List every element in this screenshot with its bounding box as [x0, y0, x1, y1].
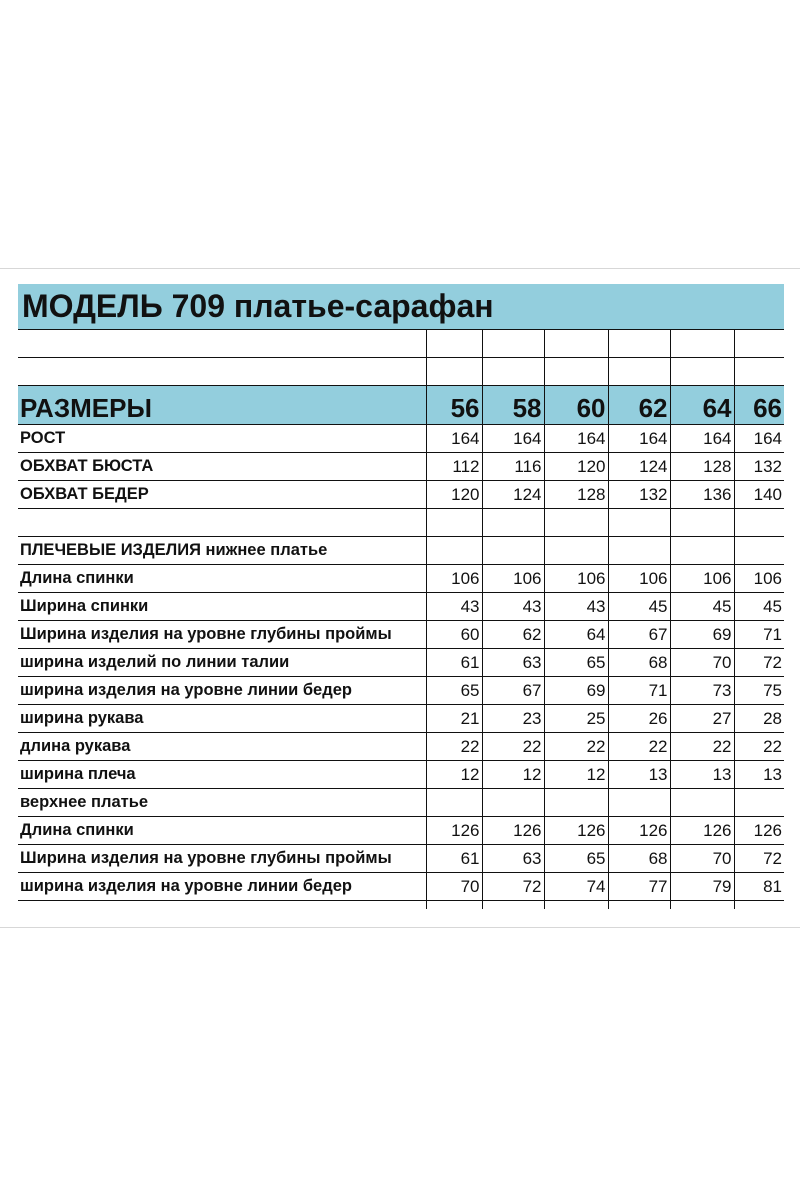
value-cell: 22 — [734, 733, 784, 761]
value-cell — [482, 537, 544, 565]
row-label — [18, 901, 426, 910]
value-cell — [482, 901, 544, 910]
value-cell: 28 — [734, 705, 784, 733]
value-cell — [544, 509, 608, 537]
measurement-row — [18, 565, 784, 593]
measurement-row — [18, 817, 784, 845]
size-header-cell: 62 — [608, 386, 670, 425]
value-cell — [670, 901, 734, 910]
value-cell: 106 — [670, 565, 734, 593]
value-cell: 120 — [544, 453, 608, 481]
value-cell: 79 — [670, 873, 734, 901]
value-cell: 69 — [670, 621, 734, 649]
size-header-cell: 64 — [670, 386, 734, 425]
value-cell: 68 — [608, 845, 670, 873]
value-cell — [734, 789, 784, 817]
measurement-row — [18, 873, 784, 901]
value-cell: 65 — [426, 677, 482, 705]
value-cell: 164 — [670, 425, 734, 453]
value-cell: 140 — [734, 481, 784, 509]
size-header-cell: 58 — [482, 386, 544, 425]
value-cell: 45 — [608, 593, 670, 621]
measurement-row — [18, 649, 784, 677]
value-cell: 72 — [482, 873, 544, 901]
value-cell — [482, 509, 544, 537]
row-label: ОБХВАТ БЕДЕР — [18, 481, 426, 509]
value-cell: 126 — [670, 817, 734, 845]
value-cell: 23 — [482, 705, 544, 733]
value-cell: 43 — [426, 593, 482, 621]
measurement-row — [18, 677, 784, 705]
value-cell: 106 — [608, 565, 670, 593]
measurement-row — [18, 425, 784, 453]
value-cell: 21 — [426, 705, 482, 733]
value-cell: 120 — [426, 481, 482, 509]
measurement-row — [18, 453, 784, 481]
value-cell — [608, 509, 670, 537]
sheet-top-edge — [0, 268, 800, 269]
row-label — [18, 509, 426, 537]
value-cell — [544, 901, 608, 910]
size-chart-table — [18, 284, 784, 909]
value-cell: 61 — [426, 649, 482, 677]
value-cell: 13 — [734, 761, 784, 789]
value-cell — [426, 537, 482, 565]
measurement-row — [18, 733, 784, 761]
value-cell: 45 — [670, 593, 734, 621]
value-cell: 69 — [544, 677, 608, 705]
value-cell: 13 — [608, 761, 670, 789]
spreadsheet-area — [0, 268, 800, 928]
value-cell: 45 — [734, 593, 784, 621]
row-label: ширина изделий по линии талии — [18, 649, 426, 677]
value-cell: 70 — [670, 845, 734, 873]
value-cell: 126 — [734, 817, 784, 845]
value-cell: 26 — [608, 705, 670, 733]
row-label: Ширина спинки — [18, 593, 426, 621]
measurement-row — [18, 481, 784, 509]
value-cell: 22 — [426, 733, 482, 761]
row-label: ширина плеча — [18, 761, 426, 789]
measurement-row — [18, 761, 784, 789]
value-cell: 106 — [426, 565, 482, 593]
title-row — [18, 284, 784, 330]
value-cell: 65 — [544, 845, 608, 873]
row-label: ширина изделия на уровне линии бедер — [18, 677, 426, 705]
value-cell: 136 — [670, 481, 734, 509]
value-cell — [482, 789, 544, 817]
sizes-header-row — [18, 386, 784, 425]
value-cell — [734, 509, 784, 537]
value-cell: 106 — [734, 565, 784, 593]
value-cell: 25 — [544, 705, 608, 733]
value-cell: 12 — [426, 761, 482, 789]
value-cell: 75 — [734, 677, 784, 705]
value-cell: 63 — [482, 845, 544, 873]
value-cell: 43 — [482, 593, 544, 621]
value-cell: 60 — [426, 621, 482, 649]
value-cell: 73 — [670, 677, 734, 705]
value-cell: 63 — [482, 649, 544, 677]
value-cell: 164 — [426, 425, 482, 453]
value-cell: 43 — [544, 593, 608, 621]
value-cell: 106 — [544, 565, 608, 593]
row-label — [18, 537, 426, 565]
sheet-bottom-edge — [0, 927, 800, 928]
value-cell: 22 — [482, 733, 544, 761]
value-cell: 64 — [544, 621, 608, 649]
value-cell: 106 — [482, 565, 544, 593]
value-cell: 112 — [426, 453, 482, 481]
value-cell: 164 — [608, 425, 670, 453]
value-cell: 128 — [670, 453, 734, 481]
measurement-row — [18, 705, 784, 733]
value-cell — [608, 789, 670, 817]
value-cell: 126 — [482, 817, 544, 845]
value-cell: 72 — [734, 649, 784, 677]
value-cell: 13 — [670, 761, 734, 789]
row-label: ширина изделия на уровне линии бедер — [18, 873, 426, 901]
value-cell: 164 — [544, 425, 608, 453]
row-label: ширина рукава — [18, 705, 426, 733]
value-cell — [608, 537, 670, 565]
row-label: Ширина изделия на уровне глубины проймы — [18, 845, 426, 873]
section-heading-bold: ПЛЕЧЕВЫЕ ИЗДЕЛИЯ — [20, 541, 201, 559]
value-cell: 164 — [734, 425, 784, 453]
measurement-row — [18, 593, 784, 621]
size-header-cell: 56 — [426, 386, 482, 425]
value-cell — [544, 789, 608, 817]
value-cell: 22 — [608, 733, 670, 761]
row-label: Длина спинки — [18, 565, 426, 593]
row-label: ОБХВАТ БЮСТА — [18, 453, 426, 481]
value-cell: 12 — [544, 761, 608, 789]
value-cell: 67 — [482, 677, 544, 705]
value-cell: 22 — [670, 733, 734, 761]
value-cell — [544, 537, 608, 565]
value-cell: 126 — [426, 817, 482, 845]
value-cell: 71 — [734, 621, 784, 649]
value-cell — [426, 789, 482, 817]
row-label: Ширина изделия на уровне глубины проймы — [18, 621, 426, 649]
value-cell: 124 — [482, 481, 544, 509]
value-cell: 77 — [608, 873, 670, 901]
value-cell: 67 — [608, 621, 670, 649]
measurement-row — [18, 845, 784, 873]
sizes-label: РАЗМЕРЫ — [18, 386, 426, 425]
empty-row — [18, 330, 784, 358]
value-cell: 126 — [608, 817, 670, 845]
value-cell: 132 — [734, 453, 784, 481]
row-label: длина рукава — [18, 733, 426, 761]
value-cell: 22 — [544, 733, 608, 761]
value-cell: 132 — [608, 481, 670, 509]
empty-row — [18, 901, 784, 910]
size-header-cell: 60 — [544, 386, 608, 425]
value-cell — [734, 901, 784, 910]
section-heading-rest: нижнее платье — [200, 541, 328, 559]
size-header-cell: 66 — [734, 386, 784, 425]
value-cell: 124 — [608, 453, 670, 481]
empty-row — [18, 358, 784, 386]
value-cell: 70 — [426, 873, 482, 901]
value-cell: 126 — [544, 817, 608, 845]
value-cell: 81 — [734, 873, 784, 901]
empty-row — [18, 509, 784, 537]
value-cell: 128 — [544, 481, 608, 509]
value-cell — [426, 901, 482, 910]
value-cell: 70 — [670, 649, 734, 677]
value-cell: 65 — [544, 649, 608, 677]
value-cell: 12 — [482, 761, 544, 789]
section-row — [18, 789, 784, 817]
value-cell: 116 — [482, 453, 544, 481]
measurement-row — [18, 621, 784, 649]
value-cell — [670, 509, 734, 537]
value-cell: 71 — [608, 677, 670, 705]
value-cell: 164 — [482, 425, 544, 453]
section-row — [18, 537, 784, 565]
value-cell — [608, 901, 670, 910]
value-cell: 27 — [670, 705, 734, 733]
value-cell — [426, 509, 482, 537]
row-label: Длина спинки — [18, 817, 426, 845]
value-cell — [670, 537, 734, 565]
value-cell: 72 — [734, 845, 784, 873]
row-label: РОСТ — [18, 425, 426, 453]
value-cell: 74 — [544, 873, 608, 901]
value-cell: 62 — [482, 621, 544, 649]
value-cell: 68 — [608, 649, 670, 677]
model-title: МОДЕЛЬ 709 платье-сарафан — [18, 284, 784, 330]
value-cell — [670, 789, 734, 817]
value-cell — [734, 537, 784, 565]
value-cell: 61 — [426, 845, 482, 873]
section-heading: верхнее платье — [18, 789, 426, 817]
